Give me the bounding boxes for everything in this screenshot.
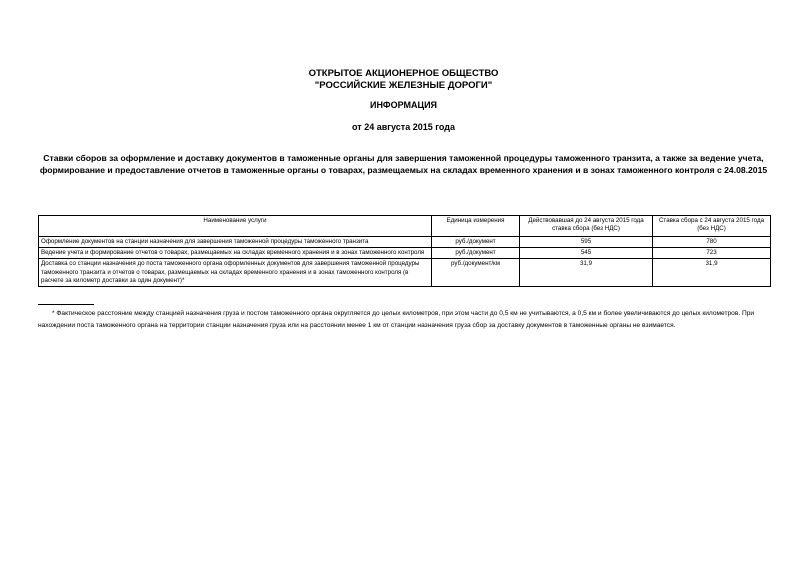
old-rate-cell: 595 — [520, 237, 653, 248]
document-date: от 24 августа 2015 года — [352, 122, 455, 132]
column-header-unit: Единица измерения — [432, 216, 520, 237]
service-cell: Ведение учета и формирование отчетов о товарах, размещаемых на складах временного хранения и в зонах таможенного контроля — [39, 248, 432, 259]
new-rate-cell: 780 — [653, 237, 771, 248]
table-row — [39, 259, 771, 287]
organization-name-line1: ОТКРЫТОЕ АКЦИОНЕРНОЕ ОБЩЕСТВО — [308, 68, 499, 79]
organization-name-line2: "РОССИЙСКИЕ ЖЕЛЕЗНЫЕ ДОРОГИ" — [314, 80, 493, 91]
rates-table — [38, 215, 771, 287]
column-header-service: Наименование услуги — [39, 216, 432, 237]
organization-name — [0, 68, 807, 92]
column-header-new-rate: Ставка сбора с 24 августа 2015 года (без НДС) — [653, 216, 771, 237]
document-type: ИНФОРМАЦИЯ — [369, 100, 438, 110]
old-rate-cell: 545 — [520, 248, 653, 259]
unit-cell: руб./документ — [432, 248, 520, 259]
footnote-text: * Фактическое расстояние между станцией назначения груза и постом таможенного органа округляется до целых километров, при этом части до 0,5 км не учитываются, а 0,5 км и более увеличиваются до целых километров. При нахождении поста таможенного органа на территории станции назначения груза или на расстоянии менее 1 км от станции назначения груза сбор за доставку документов в таможенные органы не взимается. — [38, 310, 755, 329]
new-rate-cell: 723 — [653, 248, 771, 259]
table-row — [39, 237, 771, 248]
footnote-separator — [38, 304, 94, 305]
unit-cell: руб./документ — [432, 237, 520, 248]
service-cell: Доставка со станции назначения до поста таможенного органа оформленных документов для завершения таможенной процедуры таможенного транзита и отчетов о товарах, размещаемых на складах временного хранения и в зонах таможенного контроля (в расчете за километр доставки за один документ)* — [39, 259, 432, 287]
old-rate-cell: 31,9 — [520, 259, 653, 287]
service-cell: Оформление документов на станции назначения для завершения таможенной процедуры таможенного транзита — [39, 237, 432, 248]
new-rate-cell: 31,9 — [653, 259, 771, 287]
table-header-row — [39, 216, 771, 237]
column-header-old-rate: Действовавшая до 24 августа 2015 года ставка сбора (без НДС) — [520, 216, 653, 237]
table-row — [39, 248, 771, 259]
document-title: Ставки сборов за оформление и доставку документов в таможенные органы для завершения таможенной процедуры таможенного транзита, а также за ведение учета, формирование и предоставление отчетов в таможенные органы о товарах, размещаемых на складах временного хранения и в зонах таможенного контроля с 24.08.2015 — [39, 153, 768, 175]
unit-cell: руб./документ/км — [432, 259, 520, 287]
